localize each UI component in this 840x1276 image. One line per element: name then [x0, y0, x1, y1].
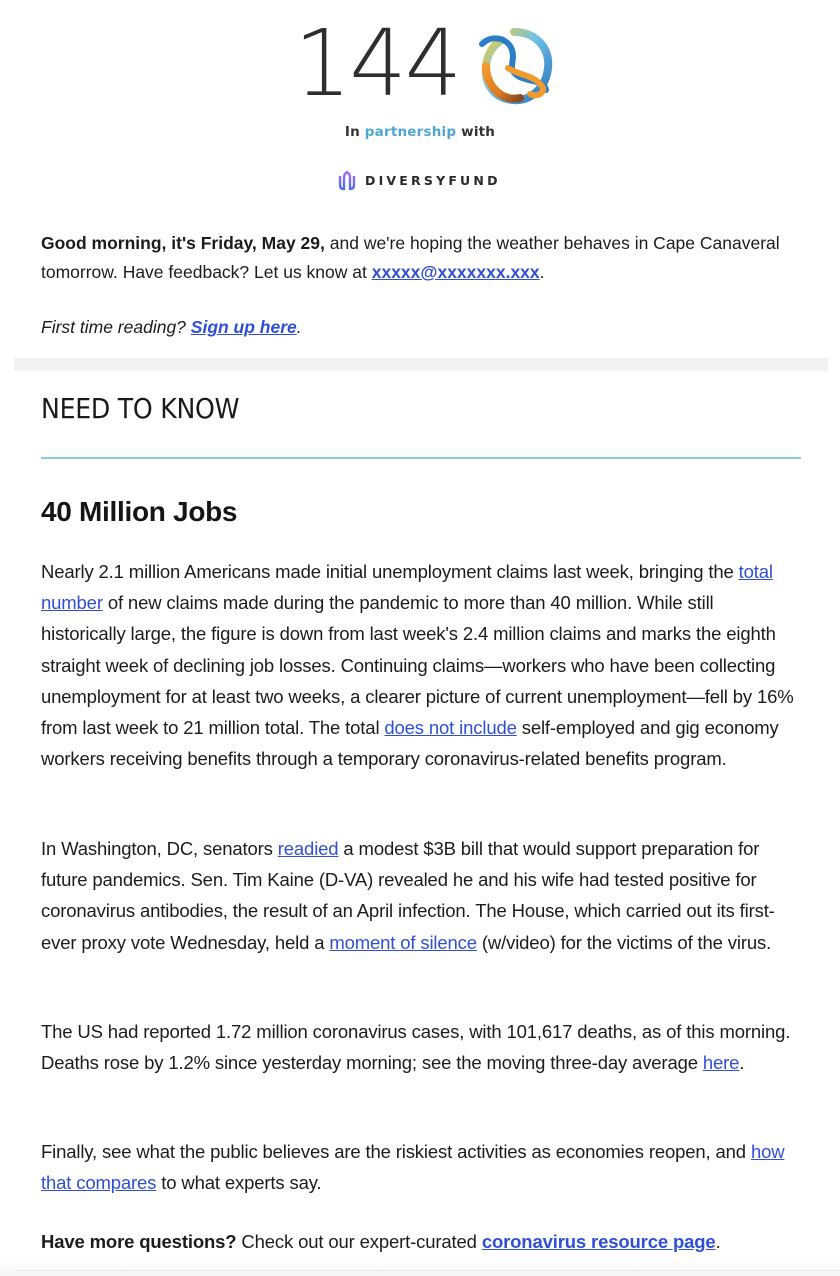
- greeting-text: and we're hoping the weather behaves in Cape Canaveral tomorrow. Have feedback? Let us know at: [41, 233, 780, 282]
- section-divider: [41, 457, 801, 459]
- moment-of-silence-link[interactable]: moment of silence: [329, 931, 477, 953]
- readied-link[interactable]: readied: [277, 838, 339, 859]
- logo-digits: 144: [294, 10, 461, 117]
- 1440-logo[interactable]: [294, 10, 564, 117]
- text: of new claims made during the pandemic to more than 40 million. While still historically large, the figure is down from last week's 2.4 million claims and marks the eighth straight week of declining job losses. Continuing claims—workers who have been collecting unemployment for at least two weeks, a clearer picture of current unemployment—fell by 16% from last week to 21 million total. The total: [41, 592, 794, 739]
- story-paragraph-4: [41, 1136, 801, 1198]
- partner-suffix: with: [456, 124, 496, 140]
- story-title: 40 Million Jobs: [41, 496, 238, 527]
- intro-block: [41, 229, 801, 342]
- sponsor-logo[interactable]: [337, 168, 501, 192]
- here-link[interactable]: here: [702, 1052, 740, 1074]
- greeting-bold: Good morning, it's Friday, May 29,: [41, 233, 325, 253]
- newsletter-header: [0, 0, 840, 210]
- diversyfund-logo-icon: [337, 168, 357, 192]
- signup-end: .: [296, 317, 302, 337]
- text: Check out our expert-curated: [236, 1231, 482, 1252]
- partner-prefix: In: [344, 124, 365, 140]
- first-time-text: First time reading?: [41, 317, 191, 337]
- greeting-end: .: [539, 262, 545, 282]
- text: In Washington, DC, senators: [41, 838, 278, 859]
- logo-infinity-o-icon: [472, 24, 556, 108]
- greeting-paragraph: [41, 229, 801, 287]
- text: (w/video) for the victims of the virus.: [476, 931, 772, 953]
- sponsor-name: DIVERSYFUND: [365, 172, 501, 188]
- story-paragraph-1: [41, 556, 801, 774]
- text: .: [715, 1231, 721, 1252]
- coronavirus-resource-page-link[interactable]: coronavirus resource page: [481, 1231, 716, 1252]
- text: Finally, see what the public believes are the riskiest activities as economies reopen, and: [41, 1141, 751, 1162]
- text: to what experts say.: [156, 1172, 322, 1194]
- text: a modest $3B bill that would support preparation for future pandemics. Sen. Tim Kaine (D-VA) revealed he and his wife had tested positive for coronavirus antibodies, the result of an April infection. The House, which carried out its first-ever proxy vote Wednesday, held a: [41, 838, 775, 953]
- feedback-email-link[interactable]: xxxxx@xxxxxxx.xxx: [371, 262, 540, 282]
- story-paragraph-2: [41, 833, 801, 958]
- story-paragraph-5: [41, 1226, 801, 1257]
- does-not-include-link[interactable]: does not include: [384, 717, 517, 739]
- bottom-shade: [0, 1258, 840, 1276]
- text: Nearly 2.1 million Americans made initial unemployment claims last week, bringing the: [41, 561, 739, 582]
- total-number-link[interactable]: total number: [41, 561, 773, 614]
- how-that-compares-link[interactable]: how that compares: [41, 1141, 785, 1194]
- bottom-divider: [14, 1270, 840, 1271]
- section-title: NEED TO KNOW: [41, 392, 240, 425]
- questions-bold: Have more questions?: [41, 1231, 237, 1252]
- text: self-employed and gig economy workers receiving benefits through a temporary coronavirus-related benefits program.: [41, 717, 779, 770]
- story-paragraph-3: [41, 1016, 801, 1078]
- section-separator-band: [14, 358, 828, 371]
- signup-link[interactable]: Sign up here: [190, 317, 297, 337]
- partner-highlight: partnership: [364, 124, 457, 140]
- text: .: [739, 1052, 745, 1074]
- text: The US had reported 1.72 million coronavirus cases, with 101,617 deaths, as of this morning. Deaths rose by 1.2% since yesterday morning; see the moving three-day average: [41, 1021, 791, 1074]
- first-time-paragraph: [41, 313, 801, 342]
- partnership-label: [0, 124, 840, 140]
